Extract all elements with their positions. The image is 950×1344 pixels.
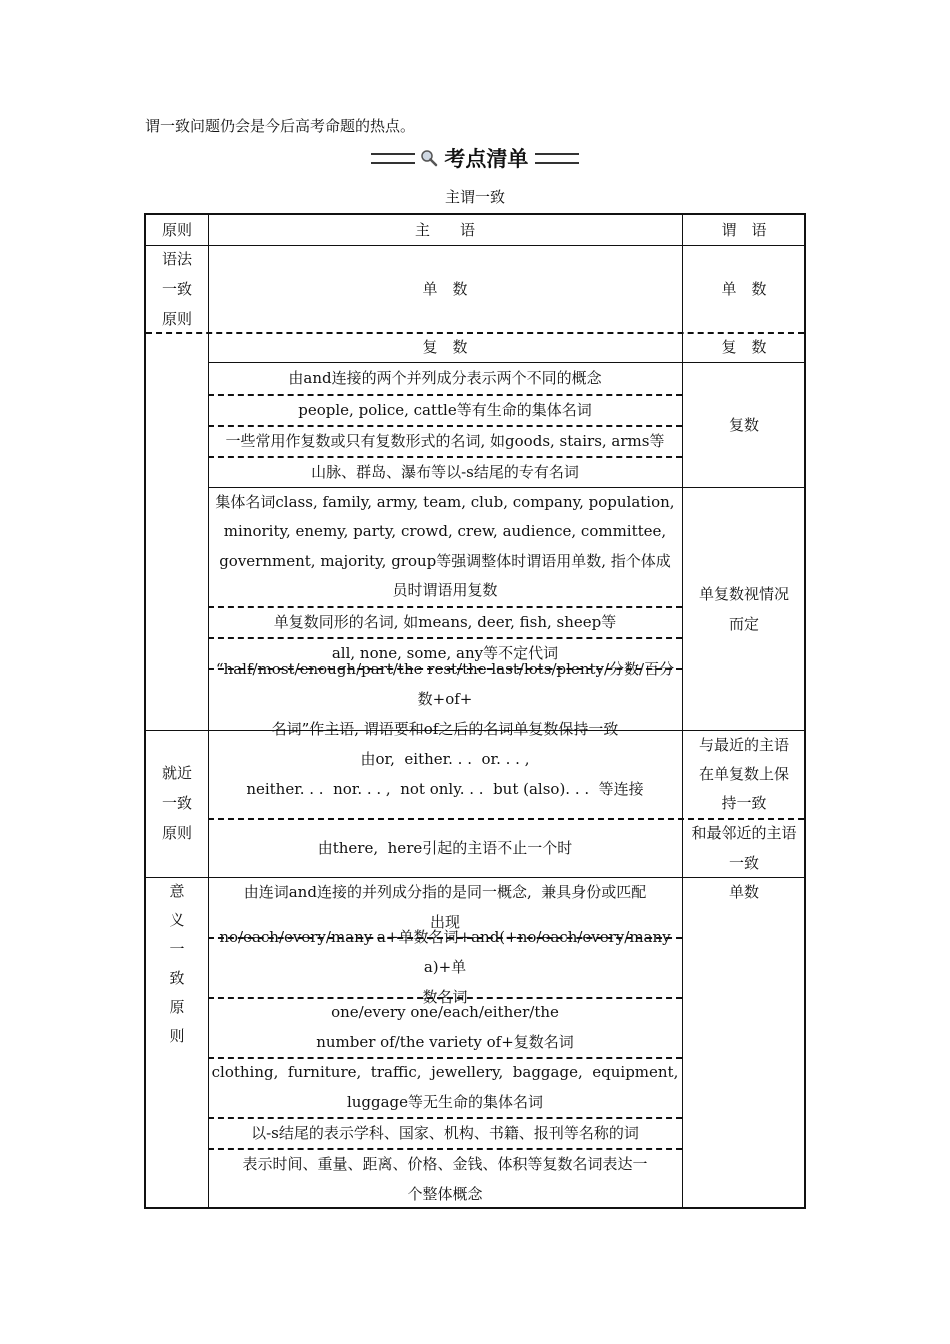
label-line: 致 bbox=[169, 969, 185, 987]
plural-rows-predicate: 复数 bbox=[728, 415, 759, 434]
depends-row bbox=[208, 660, 682, 738]
proximity-predicate-row bbox=[682, 730, 806, 818]
predicate-line: 单复数视情况 bbox=[698, 584, 789, 603]
row-line: 个整体概念 bbox=[407, 1184, 483, 1203]
predicate-line: 和最邻近的主语 bbox=[691, 823, 797, 842]
label-line: 就近 bbox=[161, 764, 192, 782]
grammar-principle-label bbox=[146, 245, 208, 332]
row-line: 名词”作主语, 谓语要和of之后的名词单复数保持一致 bbox=[271, 720, 619, 738]
row-line: neither. . . nor. . . , not only. . . but (also). . . 等连接 bbox=[246, 780, 644, 798]
meaning-predicate: 单数 bbox=[728, 883, 759, 901]
row-line: government, majority, group等强调整体时谓语用单数, 指个体成 bbox=[219, 551, 671, 570]
table-title: 主谓一致 bbox=[444, 188, 505, 206]
proximity-predicate-row bbox=[682, 818, 806, 877]
label-line: 原则 bbox=[161, 824, 192, 842]
meaning-row: 以-s结尾的表示学科、国家、机构、书籍、报刊等名称的词 bbox=[251, 1123, 639, 1142]
row-line: one/every one/each/either/the bbox=[331, 1003, 559, 1021]
proximity-principle-label bbox=[146, 730, 208, 877]
label-line: 原则 bbox=[161, 309, 192, 328]
right-decor-bar bbox=[535, 153, 579, 164]
label-line: 一致 bbox=[161, 279, 192, 298]
row-line: no/each/every/many a+单数名词+and(+no/each/every/many a)+单 bbox=[219, 928, 671, 976]
label-line: 一致 bbox=[161, 794, 192, 812]
label-line: 原 bbox=[169, 998, 185, 1016]
row-line: 数名词 bbox=[422, 988, 468, 1006]
proximity-subject-row bbox=[208, 730, 682, 818]
agreement-table bbox=[144, 213, 806, 1209]
row-line: 员时谓语用复数 bbox=[392, 581, 498, 599]
plural-predicate: 复 数 bbox=[721, 338, 767, 356]
meaning-row bbox=[208, 997, 682, 1057]
depends-row: 单复数同形的名词, 如means, deer, fish, sheep等 bbox=[273, 612, 617, 631]
meaning-row bbox=[208, 1057, 682, 1117]
magnifier-icon bbox=[420, 149, 438, 167]
meaning-row bbox=[208, 1148, 682, 1209]
predicate-line: 而定 bbox=[728, 614, 759, 633]
singular-predicate: 单 数 bbox=[721, 279, 767, 298]
label-line: 语法 bbox=[161, 249, 192, 268]
plural-row: 由and连接的两个并列成分表示两个不同的概念 bbox=[288, 369, 602, 387]
row-line: 出现 bbox=[429, 913, 460, 931]
section-heading bbox=[0, 143, 950, 173]
proximity-subject-row: 由there, here引起的主语不止一个时 bbox=[317, 838, 573, 857]
row-line: clothing, furniture, traffic, jewellery, baggage, equipment, bbox=[211, 1063, 679, 1081]
depends-row bbox=[208, 487, 682, 606]
singular-subject: 单 数 bbox=[422, 279, 468, 298]
row-line: 表示时间、重量、距离、价格、金钱、体积等复数名词表达一 bbox=[242, 1154, 648, 1173]
plural-row: 山脉、群岛、瀑布等以-s结尾的专有名词 bbox=[311, 462, 579, 481]
row-line: number of/the variety of+复数名词 bbox=[316, 1033, 574, 1051]
row-line: 集体名词class, family, army, team, club, company, population, bbox=[215, 492, 675, 511]
predicate-line: 在单复数上保 bbox=[698, 764, 789, 783]
row-line: minority, enemy, party, crowd, crew, audience, committee, bbox=[223, 522, 667, 540]
header-subject: 主 语 bbox=[414, 221, 475, 239]
row-line: 由or, either. . . or. . . , bbox=[360, 750, 530, 768]
plural-row: people, police, cattle等有生命的集体名词 bbox=[298, 400, 592, 419]
header-predicate: 谓 语 bbox=[721, 221, 767, 239]
header-principle: 原则 bbox=[161, 221, 192, 239]
label-line: 一 bbox=[169, 940, 185, 958]
meaning-principle-label bbox=[146, 877, 208, 1209]
depends-predicate bbox=[682, 487, 806, 730]
depends-row: all, none, some, any等不定代词 bbox=[331, 643, 559, 662]
label-line: 则 bbox=[169, 1027, 185, 1045]
plural-subject: 复 数 bbox=[422, 338, 468, 356]
predicate-line: 一致 bbox=[728, 853, 759, 872]
meaning-row bbox=[208, 928, 682, 1006]
predicate-line: 持一致 bbox=[721, 793, 767, 812]
label-line: 义 bbox=[169, 911, 185, 929]
row-line: “half/most/enough/part/the rest/the last/lots/plenty/分数/百分数+of+ bbox=[215, 660, 675, 708]
plural-row: 一些常用作复数或只有复数形式的名词, 如goods, stairs, arms等 bbox=[225, 431, 665, 450]
row-line: luggage等无生命的集体名词 bbox=[346, 1093, 544, 1111]
label-line: 意 bbox=[169, 882, 185, 900]
left-decor-bar bbox=[371, 153, 415, 164]
section-title: 考点清单 bbox=[444, 147, 529, 171]
predicate-line: 与最近的主语 bbox=[698, 735, 789, 754]
intro-text: 谓一致问题仍会是今后高考命题的热点。 bbox=[145, 117, 416, 135]
row-line: 由连词and连接的并列成分指的是同一概念, 兼具身份或匹配 bbox=[243, 883, 647, 901]
